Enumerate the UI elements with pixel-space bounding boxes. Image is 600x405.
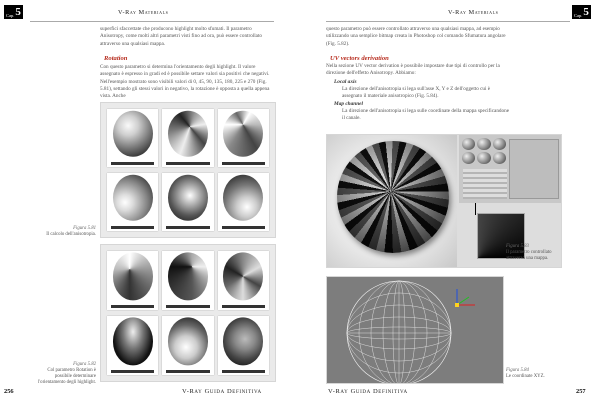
chapter-number: 5 — [15, 6, 21, 18]
render-thumbnail — [107, 251, 158, 310]
render-thumbnail — [218, 109, 269, 167]
figure-number: Figura 5.81 — [73, 226, 96, 231]
render-grid — [107, 251, 269, 375]
figure-caption-5-81 — [40, 226, 96, 238]
callout-line — [475, 203, 476, 215]
render-thumbnail — [107, 316, 158, 375]
figure-number: Figura 5.83 — [506, 244, 529, 249]
figure-number: Figura 5.84 — [506, 368, 529, 373]
figure-caption-5-82 — [30, 362, 96, 386]
right-page — [300, 0, 600, 405]
figure-caption-text: Le coordinate XYZ. — [506, 374, 545, 379]
figure-caption-text: Il parametro controllato attraverso una mappa. — [506, 250, 552, 261]
checkered-sphere-render — [337, 141, 449, 253]
body-paragraph-uv: Nella sezione UV vector derivation è possibile impostare due tipi di controllo per la direzione dell'effetto Anisotropy. Abbiamo: — [326, 63, 500, 77]
page-number: 256 — [4, 388, 14, 395]
figure-caption-5-84 — [506, 368, 564, 380]
option-label: Map channel — [334, 100, 363, 107]
chapter-badge — [4, 5, 23, 19]
chapter-prefix: Cap. — [6, 13, 15, 18]
section-title-uv: UV vectors derivation — [330, 55, 389, 62]
option-description: La direzione dell'anisotropia si lega sull'asse X, Y e Z dell'oggetto cui è assegnato il materiale anisotropico (Fig. 5.84). — [342, 86, 491, 100]
xyz-gizmo — [455, 289, 475, 307]
header-rule — [30, 21, 274, 22]
render-grid — [107, 109, 269, 231]
render-thumbnail — [218, 316, 269, 375]
header-rule — [326, 21, 570, 22]
footer-title: V-Ray Guida Definitiva — [182, 388, 262, 395]
figure-caption-text: Il calcolo dell'anisotropia. — [46, 232, 96, 237]
page-number: 257 — [576, 388, 586, 395]
render-thumbnail — [107, 109, 158, 167]
render-thumbnail — [162, 173, 213, 231]
render-thumbnail — [162, 251, 213, 310]
body-paragraph-top: questo parametro può essere controllato attraverso una qualsiasi mappa, ad esempio utilizzando una semplice bitmap creata in Photoshop col comando Sfumatura angolare (Fig. 5.82). — [326, 26, 506, 47]
figure-number: Figura 5.82 — [73, 362, 96, 367]
running-header: V-Ray Materials — [118, 9, 169, 16]
wireframe-viewport — [327, 277, 503, 383]
figure-5-81 — [100, 102, 276, 238]
figure-caption-text: Col parametro Rotation è possibile determinare l'orientamento degli highlight. — [37, 368, 96, 385]
chapter-badge — [572, 5, 591, 19]
render-thumbnail — [218, 173, 269, 231]
option-list — [334, 79, 510, 122]
body-paragraph-rotation: Con questo parametro si determina l'orientamento degli highlight. Il valore assegnato è espresso in gradi ed è possibile settare valori sia positivi che negativi. Nell'esempio mostrato sono visibili valori di 0, 45, 90, 135, 180, 225 e 270 (Fig. 5.81), settando gli stessi valori in negativo, la rotazione è opposta a quella appena vista. Anche — [100, 64, 270, 100]
chapter-number: 5 — [583, 6, 589, 18]
footer-title: V-Ray Guida Definitiva — [328, 388, 408, 395]
figure-5-82 — [100, 244, 276, 382]
section-title-rotation: Rotation — [104, 55, 128, 62]
running-header: V-Ray Materials — [448, 9, 499, 16]
material-editor-screenshot — [459, 135, 561, 203]
figure-5-84 — [326, 276, 504, 384]
render-thumbnail — [218, 251, 269, 310]
render-thumbnail — [162, 109, 213, 167]
render-thumbnail — [107, 173, 158, 231]
chapter-prefix: Cap. — [574, 13, 583, 18]
option-label: Local axis — [334, 79, 357, 85]
body-paragraph-top: superfici sfaccettate che producono highlight molto sfumati. Il parametro Anisotropy, come molti altri parametri visti fino ad ora, può essere controllato attraverso una qualsiasi mappa. — [100, 26, 263, 47]
figure-caption-5-83 — [506, 244, 564, 262]
option-description: La direzione dell'anisotropia si lega sulle coordinate della mappa specificandone il canale. — [342, 107, 510, 121]
render-thumbnail — [162, 316, 213, 375]
